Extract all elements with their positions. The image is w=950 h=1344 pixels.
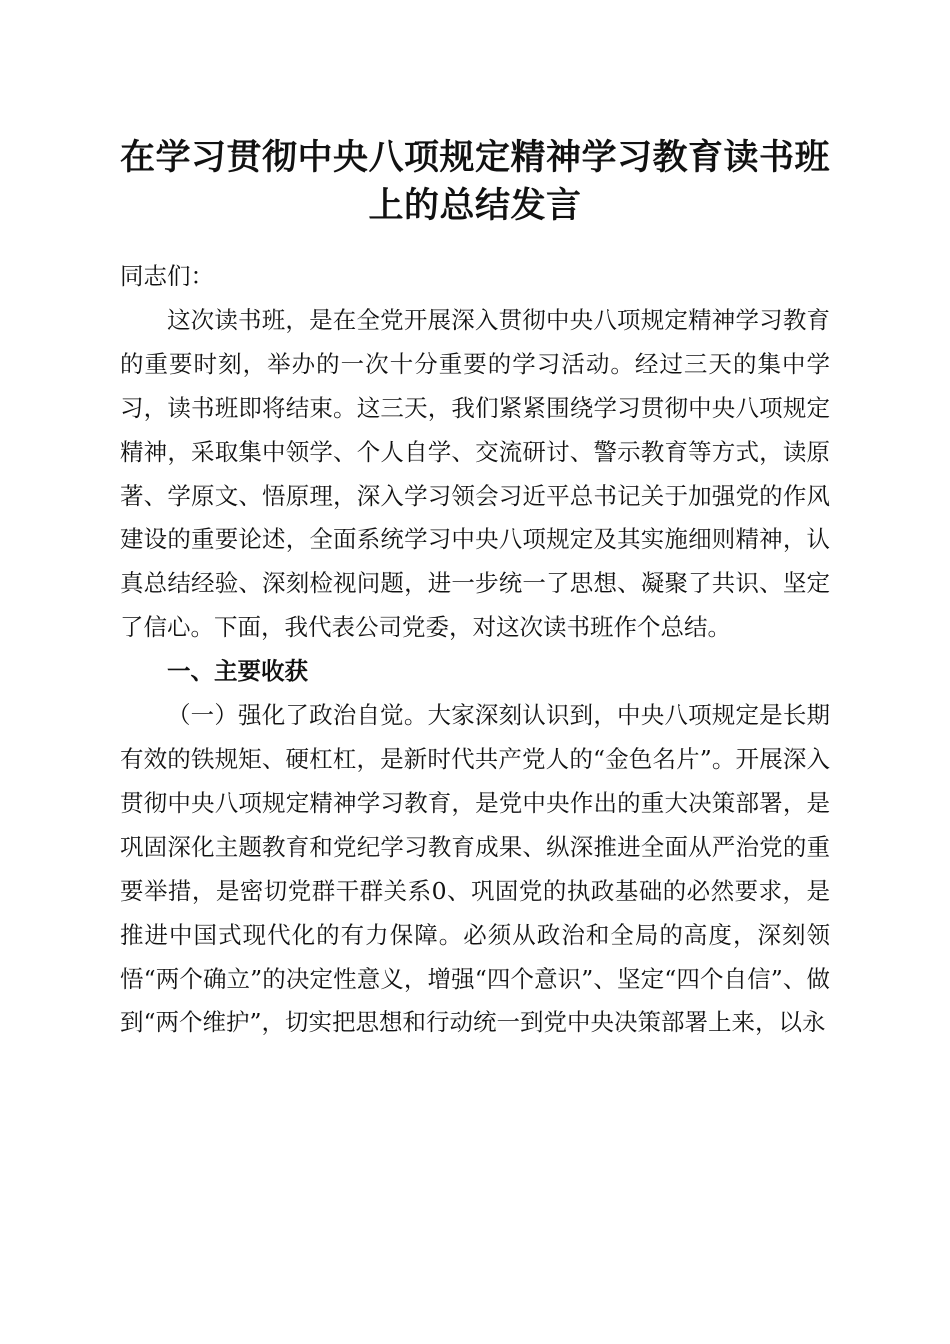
document-title — [100, 134, 850, 230]
title-line-2: 上的总结发言 — [368, 185, 582, 226]
intro-paragraph: 这次读书班，是在全党开展深入贯彻中央八项规定精神学习教育的重要时刻，举办的一次十分重要的学习活动。经过三天的集中学习，读书班即将结束。这三天，我们紧紧围绕学习贯彻中央八项规定精神，采取集中领学、个人自学、交流研讨、警示教育等方式，读原著、学原文、悟原理，深入学习领会习近平总书记关于加强党的作风建设的重要论述，全面系统学习中央八项规定及其实施细则精神，认真总结经验、深刻检视问题，进一步统一了思想、凝聚了共识、坚定了信心。下面，我代表公司党委，对这次读书班作个总结。 — [120, 305, 830, 642]
section-paragraph: （一）强化了政治自觉。大家深刻认识到，中央八项规定是长期有效的铁规矩、硬杠杠，是新时代共产党人的“金色名片”。开展深入贯彻中央八项规定精神学习教育，是党中央作出的重大决策部署，是巩固深化主题教育和党纪学习教育成果、纵深推进全面从严治党的重要举措，是密切党群干群关系0、巩固党的执政基础的必然要求，是推进中国式现代化的有力保障。必须从政治和全局的高度，深刻领悟“两个确立”的决定性意义，增强“四个意识”、坚定“四个自信”、做到“两个维护”，切实把思想和行动统一到党中央决策部署上来，以永 — [120, 701, 830, 1037]
document-body — [120, 255, 830, 1045]
section-heading: 一、主要收获 — [167, 657, 308, 686]
title-line-1: 在学习贯彻中央八项规定精神学习教育读书班 — [119, 137, 830, 178]
greeting: 同志们： — [120, 262, 214, 290]
